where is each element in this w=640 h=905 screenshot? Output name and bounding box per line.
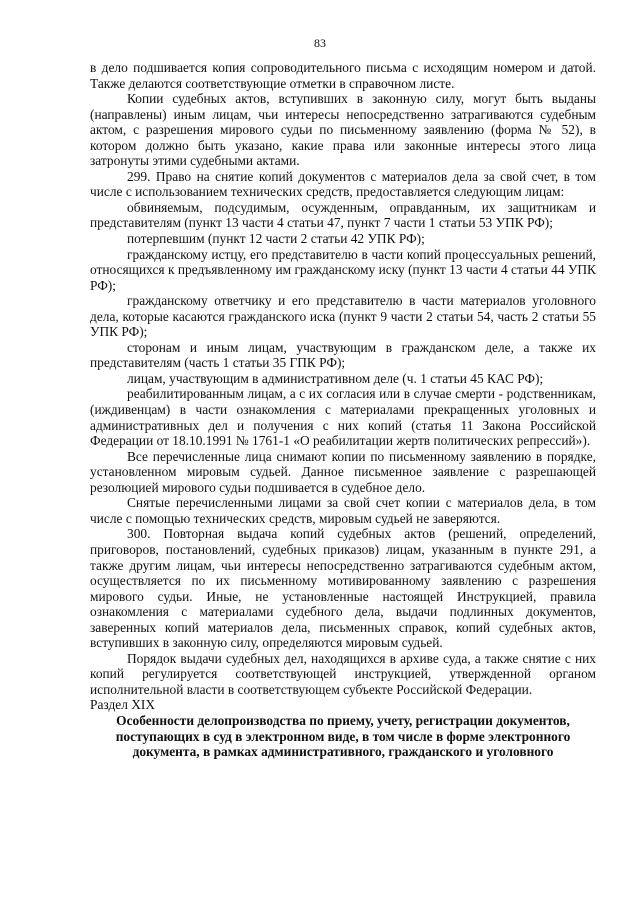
page-number: 83 — [314, 36, 326, 50]
list-item-civil-plaintiff: гражданскому истцу, его представителю в части копий процессуальных решений, относящихся к предъявленному им гражданскому иску (пункт 13 части 4 статьи 44 УПК РФ); — [90, 246, 596, 293]
list-item-victims: потерпевшим (пункт 12 части 2 статьи 42 УПК РФ); — [127, 231, 425, 247]
paragraph-clause-300: 300. Повторная выдача копий судебных актов (решений, определений, приговоров, постановлений, судебных приказов) лицам, указанным в пункте 291, а также другим лицам, чьи интересы непосредственно затрагиваются судебным актом, осуществляется по их письменному мотивированному заявлению с разрешения мирового судьи. Иные, не установленные настоящей Инструкцией, правила ознакомления с материалами судебного дела, выдачи подлинных документов, заверенных копий материалов дела, письменных справок, копий судебных актов, вступивших в законную силу, определяются мировым судьей. — [90, 526, 596, 651]
paragraph-written-request: Все перечисленные лица снимают копии по письменному заявлению в порядке, установленном мировым судьей. Данное письменное заявление с разрешающей резолюцией мирового судьи подшивается в судебное дело. — [90, 448, 596, 495]
list-item-administrative: лицам, участвующим в административном деле (ч. 1 статьи 45 КАС РФ); — [127, 370, 544, 386]
section-title: Раздел XIX — [90, 697, 156, 713]
paragraph-copies-of-acts: Копии судебных актов, вступивших в законную силу, могут быть выданы (направлены) иным лицам, чьи интересы непосредственно затрагиваются судебным актом, с разрешения мирового судьи по письменному заявлению (форма № 52), в котором должно быть указано, какие права или законные интересы этого лица затронуты этими судебными актами. — [90, 91, 596, 169]
list-item-accused: обвиняемым, подсудимым, осужденным, оправданным, их защитникам и представителям (пункт 13 части 4 статьи 47, пункт 7 части 1 статьи 53 УПК РФ); — [90, 199, 596, 231]
paragraph-archive: Порядок выдачи судебных дел, находящихся в архиве суда, а также снятие с них копий регулируется соответствующей инструкцией, утвержденной органом исполнительной власти в соответствующем субъекте Российской Федерации. — [90, 650, 596, 697]
list-item-parties: сторонам и иным лицам, участвующим в гражданском деле, а также их представителям (часть 1 статьи 35 ГПК РФ); — [90, 339, 596, 371]
paragraph-clause-299: 299. Право на снятие копий документов с материалов дела за свой счет, в том числе с использованием технических средств, предоставляется следующим лицам: — [90, 168, 596, 200]
list-item-rehabilitated: реабилитированным лицам, а с их согласия или в случае смерти - родственникам, (иждивенцам) в части ознакомления с материалами прекращенных уголовных и административных дел и получения с них копий (статья 11 Закона Российской Федерации от 18.10.1991 № 1761-1 «О реабилитации жертв политических репрессий»). — [90, 386, 596, 449]
paragraph-continuation: в дело подшивается копия сопроводительного письма с исходящим номером и датой. Также делаются соответствующие отметки в справочном листе. — [90, 60, 596, 91]
section-heading: Особенности делопроизводства по приему, учету, регистрации документов, поступающих в суд в электронном виде, в том числе в форме электронного документа, в рамках административного, гражданского и уголовного — [115, 712, 571, 760]
paragraph-not-certified: Снятые перечисленными лицами за свой счет копии с материалов дела, в том числе с помощью технических средств, мировым судьей не заверяются. — [90, 495, 596, 526]
document-body — [90, 60, 596, 760]
list-item-civil-defendant: гражданскому ответчику и его представителю в части материалов уголовного дела, которые касаются гражданского иска (пункт 9 части 2 статьи 54, часть 2 статьи 55 УПК РФ); — [90, 293, 596, 340]
